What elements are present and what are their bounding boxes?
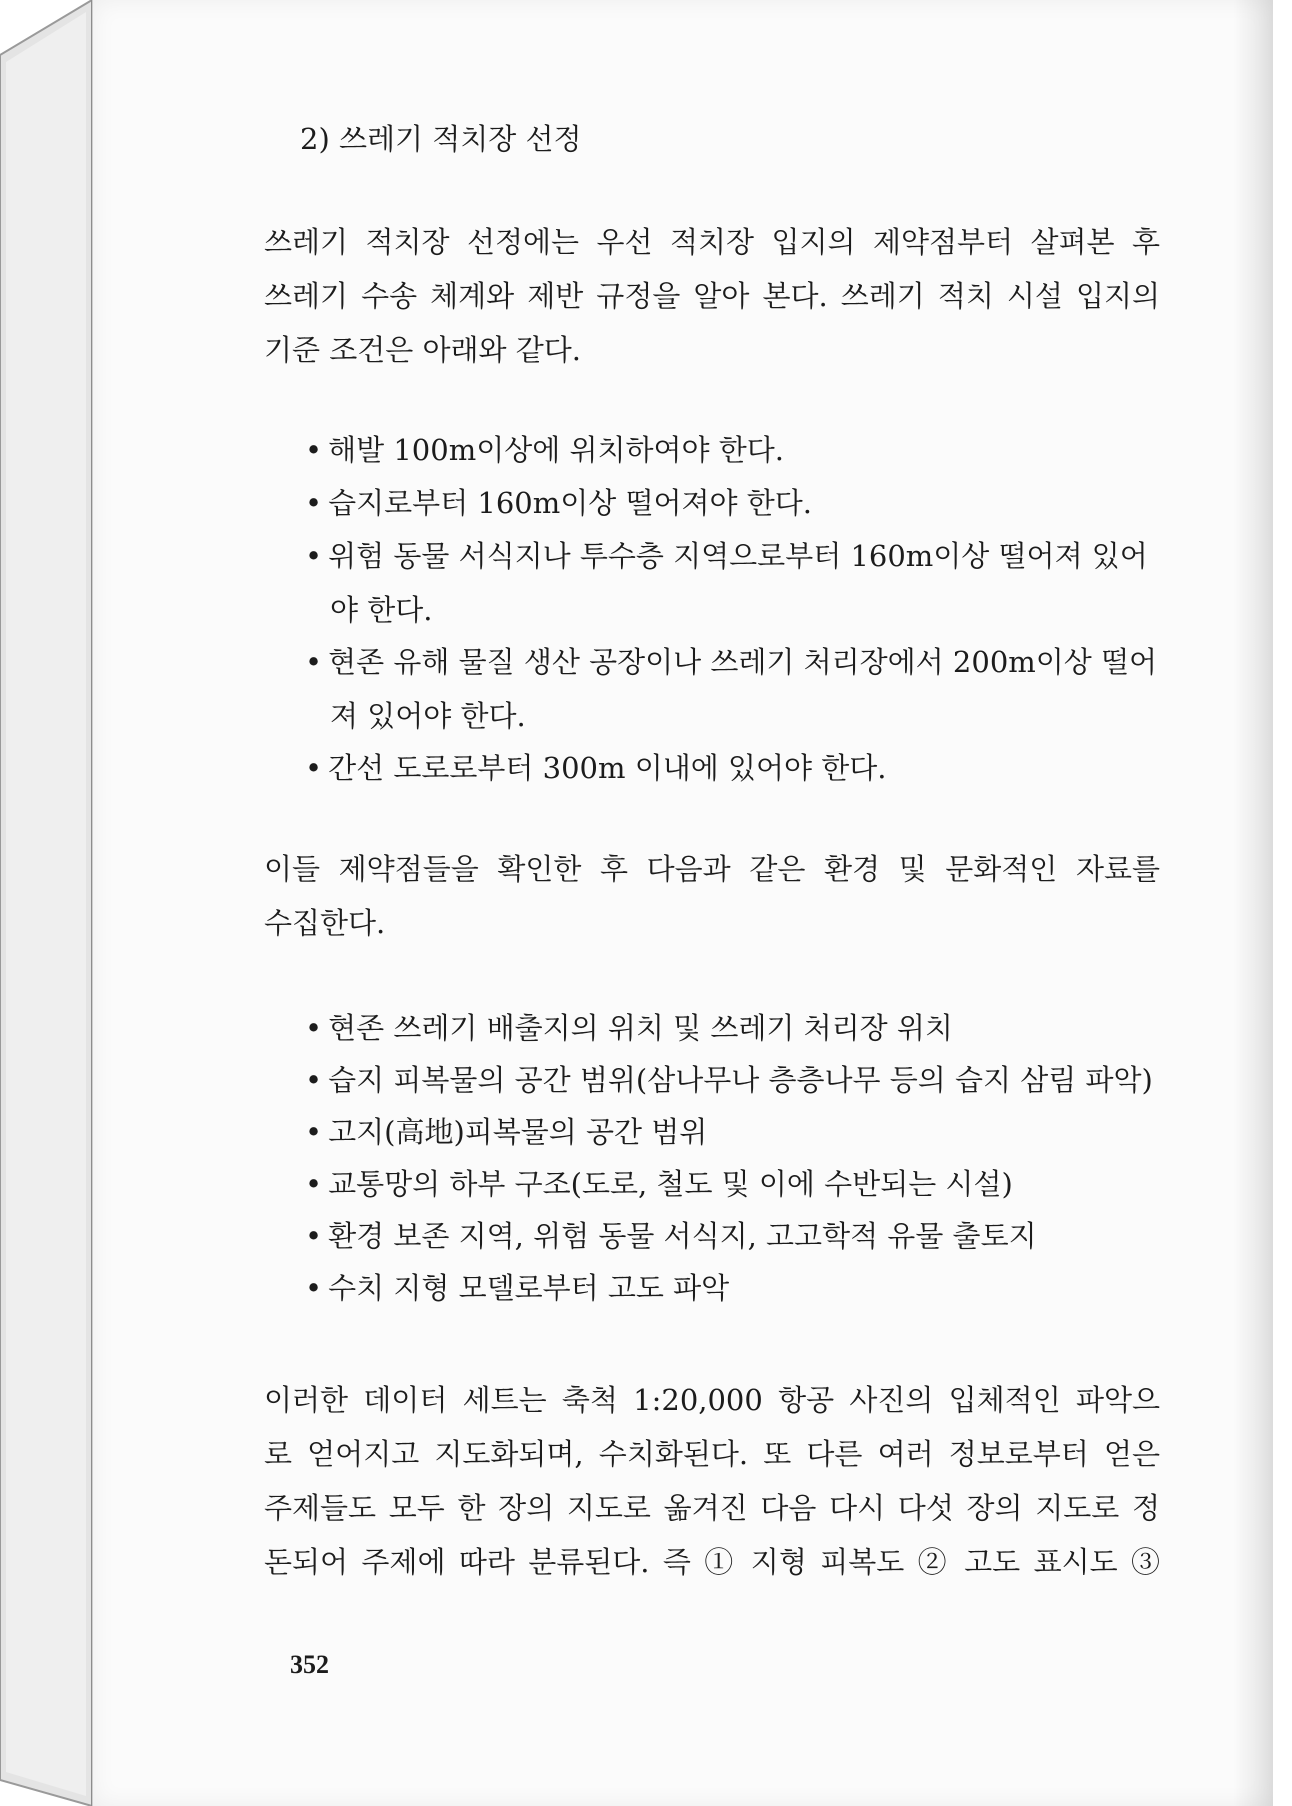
list-item: [305, 1162, 1013, 1206]
list-item: [305, 481, 812, 525]
list-item-text: 간선 도로로부터 300m 이내에 있어야 한다.: [328, 751, 887, 785]
section-heading: 2) 쓰레기 적치장 선정: [300, 122, 582, 156]
paragraph-line: 이들 제약점들을 확인한 후 다음과 같은 환경 및 문화적인 자료를: [264, 852, 1160, 886]
bullet-icon: •: [305, 1219, 323, 1253]
list-item: [305, 1110, 707, 1154]
page-edge-shadow: [1233, 0, 1273, 1806]
bullet-icon: •: [305, 645, 323, 679]
list-item-text: 수치 지형 모델로부터 고도 파악: [328, 1271, 730, 1305]
paragraph-line: 기준 조건은 아래와 같다.: [264, 333, 582, 367]
paragraph-line: 쓰레기 수송 체계와 제반 규정을 알아 본다. 쓰레기 적치 시설 입지의: [264, 279, 1160, 313]
list-item: [305, 1006, 953, 1050]
list-item-continuation: 져 있어야 한다.: [330, 699, 526, 733]
list-item-text: 위험 동물 서식지나 투수층 지역으로부터 160m이상 떨어져 있어: [328, 539, 1148, 573]
list-item: [305, 534, 1148, 578]
list-item-text: 현존 유해 물질 생산 공장이나 쓰레기 처리장에서 200m이상 떨어: [328, 645, 1158, 679]
paragraph-line: 주제들도 모두 한 장의 지도로 옮겨진 다음 다시 다섯 장의 지도로 정: [264, 1491, 1160, 1525]
bullet-icon: •: [305, 433, 323, 467]
bullet-icon: •: [305, 486, 323, 520]
bullet-icon: •: [305, 1115, 323, 1149]
list-item: [305, 640, 1157, 684]
list-item-text: 습지 피복물의 공간 범위(삼나무나 층층나무 등의 습지 삼림 파악): [328, 1063, 1153, 1097]
list-item-text: 현존 쓰레기 배출지의 위치 및 쓰레기 처리장 위치: [328, 1011, 953, 1045]
list-item-text: 교통망의 하부 구조(도로, 철도 및 이에 수반되는 시설): [328, 1167, 1013, 1201]
bullet-icon: •: [305, 1011, 323, 1045]
list-item: [305, 1266, 729, 1310]
list-item: [305, 1058, 1153, 1102]
paragraph-line: 쓰레기 적치장 선정에는 우선 적치장 입지의 제약점부터 살펴본 후: [264, 225, 1160, 259]
paragraph-line: 로 얻어지고 지도화되며, 수치화된다. 또 다른 여러 정보로부터 얻은: [264, 1437, 1160, 1471]
list-item: [305, 428, 784, 472]
list-item-continuation: 야 한다.: [330, 593, 433, 627]
paragraph-line: 수집한다.: [264, 906, 386, 940]
list-item: [305, 1214, 1037, 1258]
paragraph-line: 돈되어 주제에 따라 분류된다. 즉 ① 지형 피복도 ② 고도 표시도 ③: [264, 1545, 1160, 1579]
bullet-icon: •: [305, 1167, 323, 1201]
bullet-icon: •: [305, 539, 323, 573]
bullet-icon: •: [305, 1271, 323, 1305]
list-item-text: 고지(高地)피복물의 공간 범위: [328, 1115, 708, 1149]
list-item-text: 환경 보존 지역, 위험 동물 서식지, 고고학적 유물 출토지: [328, 1219, 1037, 1253]
list-item-text: 습지로부터 160m이상 떨어져야 한다.: [328, 486, 813, 520]
bullet-icon: •: [305, 751, 323, 785]
list-item: [305, 746, 886, 790]
list-item-text: 해발 100m이상에 위치하여야 한다.: [328, 433, 785, 467]
paragraph-line: 이러한 데이터 세트는 축척 1:20,000 항공 사진의 입체적인 파악으: [264, 1383, 1160, 1417]
page-number: 352: [290, 1650, 329, 1679]
bullet-icon: •: [305, 1063, 323, 1097]
